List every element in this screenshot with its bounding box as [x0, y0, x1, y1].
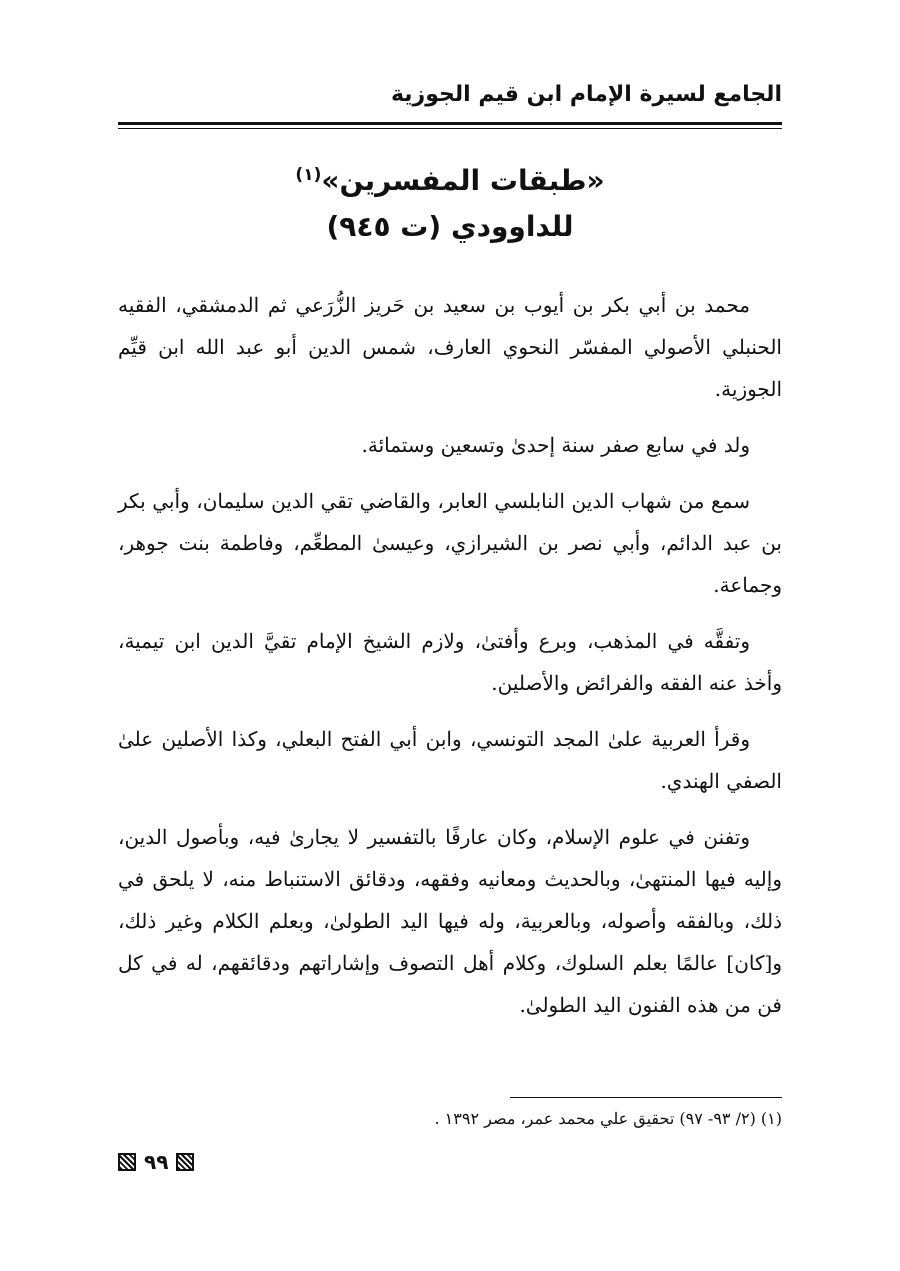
header-rule-thick — [118, 122, 782, 125]
footnote-separator — [510, 1097, 782, 1098]
title-line-1 — [118, 152, 782, 204]
running-header: الجامع لسيرة الإمام ابن قيم الجوزية — [390, 82, 782, 107]
page-number: ٩٩ — [144, 1150, 169, 1174]
paragraph: وقرأ العربية علىٰ المجد التونسي، وابن أبي الفتح البعلي، وكذا الأصلين علىٰ الصفي الهندي. — [118, 727, 782, 793]
footnote-marker: (١) — [295, 165, 322, 185]
paragraph: وتفنن في علوم الإسلام، وكان عارفًا بالتفسير لا يجارىٰ فيه، وبأصول الدين، وإليه فيها المنتهىٰ، وبالحديث ومعانيه وفقهه، ودقائق الاستنباط منه، لا يلحق في ذلك، وبالفقه وأصوله، وبالعربية، وله فيها اليد الطولىٰ، وبعلم الكلام وغير ذلك، و[كان] عالمًا بعلم السلوك، وكلام أهل التصوف وإشاراتهم ودقائقهم، له في كل فن من هذه الفنون اليد الطولىٰ. — [118, 825, 782, 1017]
paragraph: سمع من شهاب الدين النابلسي العابر، والقاضي تقي الدين سليمان، وأبي بكر بن عبد الدائم، وأبي نصر بن الشيرازي، وعيسىٰ المطعِّم، وفاطمة بنت جوهر، وجماعة. — [118, 489, 782, 597]
square-ornament-icon — [176, 1153, 194, 1171]
footnote: (١) (٢/ ٩٣- ٩٧) تحقيق علي محمد عمر، مصر ١٣٩٢ . — [434, 1109, 782, 1128]
paragraph: ولد في سابع صفر سنة إحدىٰ وتسعين وستمائة. — [361, 433, 750, 457]
paragraph: محمد بن أبي بكر بن أيوب بن سعيد بن حَريز الزُّرَعي ثم الدمشقي، الفقيه الحنبلي الأصولي المفسّر النحوي العارف، شمس الدين أبو عبد الله ابن قيِّم الجوزية. — [118, 293, 782, 401]
title-text: «طبقات المفسرين» — [321, 164, 605, 197]
title-line-2: للداوودي (ت ٩٤٥) — [326, 210, 574, 243]
paragraph: وتفقَّه في المذهب، وبرع وأفتىٰ، ولازم الشيخ الإمام تقيَّ الدين ابن تيمية، وأخذ عنه الفقه والفرائض والأصلين. — [118, 629, 782, 695]
page-folio — [118, 1148, 194, 1176]
chapter-title — [118, 152, 782, 250]
square-ornament-icon — [118, 1153, 136, 1171]
body-text — [118, 284, 782, 1040]
header-rule-thin — [118, 128, 782, 129]
